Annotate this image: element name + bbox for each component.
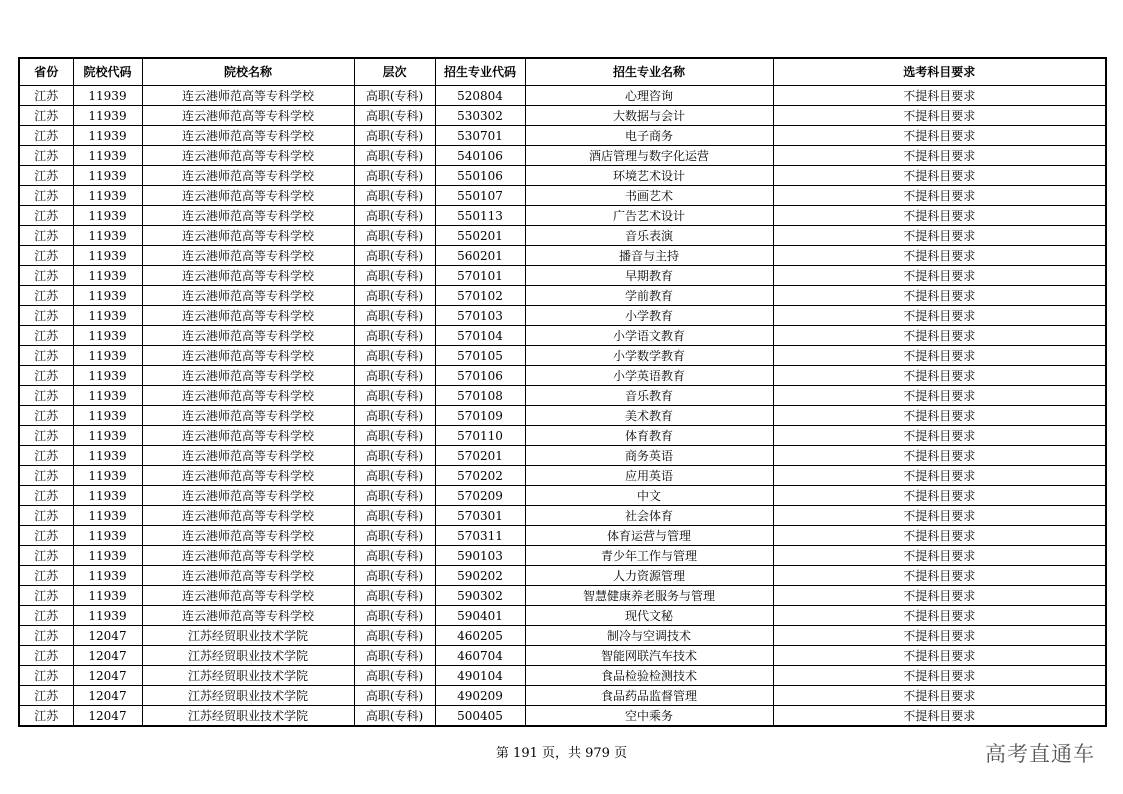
cell-major-code: 570209 (435, 486, 525, 506)
table-row (19, 86, 1106, 106)
cell-major-name: 社会体育 (525, 506, 773, 526)
cell-province: 江苏 (19, 106, 73, 126)
cell-level: 高职(专科) (354, 586, 435, 606)
cell-province: 江苏 (19, 306, 73, 326)
cell-school-code: 11939 (73, 286, 142, 306)
cell-school-code: 11939 (73, 106, 142, 126)
cell-school-code: 11939 (73, 186, 142, 206)
cell-major-code: 520804 (435, 86, 525, 106)
cell-school-name: 连云港师范高等专科学校 (142, 306, 354, 326)
cell-province: 江苏 (19, 606, 73, 626)
cell-school-name: 连云港师范高等专科学校 (142, 386, 354, 406)
cell-major-name: 美术教育 (525, 406, 773, 426)
cell-major-code: 570201 (435, 446, 525, 466)
header-level: 层次 (354, 58, 435, 86)
cell-school-code: 11939 (73, 486, 142, 506)
cell-level: 高职(专科) (354, 566, 435, 586)
table-row (19, 426, 1106, 446)
cell-school-code: 11939 (73, 346, 142, 366)
cell-school-code: 11939 (73, 146, 142, 166)
header-subject-requirement: 选考科目要求 (773, 58, 1106, 86)
cell-province: 江苏 (19, 526, 73, 546)
cell-major-name: 智能网联汽车技术 (525, 646, 773, 666)
table-row (19, 626, 1106, 646)
cell-subject-requirement: 不提科目要求 (773, 586, 1106, 606)
cell-school-code: 12047 (73, 666, 142, 686)
table-row (19, 666, 1106, 686)
cell-school-name: 连云港师范高等专科学校 (142, 466, 354, 486)
cell-school-name: 连云港师范高等专科学校 (142, 206, 354, 226)
cell-major-code: 550113 (435, 206, 525, 226)
table-row (19, 546, 1106, 566)
cell-level: 高职(专科) (354, 546, 435, 566)
cell-province: 江苏 (19, 186, 73, 206)
cell-major-name: 中文 (525, 486, 773, 506)
cell-school-name: 连云港师范高等专科学校 (142, 186, 354, 206)
cell-school-name: 连云港师范高等专科学校 (142, 246, 354, 266)
table-row (19, 166, 1106, 186)
cell-level: 高职(专科) (354, 606, 435, 626)
cell-school-code: 11939 (73, 606, 142, 626)
cell-province: 江苏 (19, 506, 73, 526)
cell-level: 高职(专科) (354, 186, 435, 206)
cell-school-name: 江苏经贸职业技术学院 (142, 646, 354, 666)
cell-level: 高职(专科) (354, 626, 435, 646)
cell-level: 高职(专科) (354, 86, 435, 106)
table-row (19, 226, 1106, 246)
cell-province: 江苏 (19, 226, 73, 246)
cell-major-name: 早期教育 (525, 266, 773, 286)
header-province: 省份 (19, 58, 73, 86)
cell-subject-requirement: 不提科目要求 (773, 166, 1106, 186)
table-row (19, 146, 1106, 166)
cell-major-name: 体育运营与管理 (525, 526, 773, 546)
table-row (19, 506, 1106, 526)
cell-province: 江苏 (19, 86, 73, 106)
cell-major-name: 食品检验检测技术 (525, 666, 773, 686)
cell-school-name: 连云港师范高等专科学校 (142, 366, 354, 386)
header-major-name: 招生专业名称 (525, 58, 773, 86)
cell-level: 高职(专科) (354, 386, 435, 406)
table-row (19, 306, 1106, 326)
cell-level: 高职(专科) (354, 446, 435, 466)
cell-school-name: 连云港师范高等专科学校 (142, 226, 354, 246)
cell-subject-requirement: 不提科目要求 (773, 246, 1106, 266)
header-school-name: 院校名称 (142, 58, 354, 86)
cell-province: 江苏 (19, 246, 73, 266)
cell-major-code: 560201 (435, 246, 525, 266)
cell-major-name: 学前教育 (525, 286, 773, 306)
cell-major-code: 570311 (435, 526, 525, 546)
cell-subject-requirement: 不提科目要求 (773, 266, 1106, 286)
cell-subject-requirement: 不提科目要求 (773, 446, 1106, 466)
cell-major-code: 570301 (435, 506, 525, 526)
cell-school-name: 连云港师范高等专科学校 (142, 106, 354, 126)
cell-school-code: 11939 (73, 126, 142, 146)
cell-level: 高职(专科) (354, 106, 435, 126)
cell-school-code: 11939 (73, 566, 142, 586)
cell-major-name: 体育教育 (525, 426, 773, 446)
cell-school-code: 11939 (73, 446, 142, 466)
cell-province: 江苏 (19, 626, 73, 646)
cell-level: 高职(专科) (354, 286, 435, 306)
table-row (19, 566, 1106, 586)
cell-major-code: 570103 (435, 306, 525, 326)
cell-level: 高职(专科) (354, 326, 435, 346)
cell-school-code: 11939 (73, 246, 142, 266)
table-row (19, 286, 1106, 306)
cell-level: 高职(专科) (354, 466, 435, 486)
cell-province: 江苏 (19, 386, 73, 406)
cell-major-code: 490209 (435, 686, 525, 706)
table-row (19, 386, 1106, 406)
table-row (19, 466, 1106, 486)
cell-school-name: 连云港师范高等专科学校 (142, 486, 354, 506)
cell-subject-requirement: 不提科目要求 (773, 666, 1106, 686)
cell-province: 江苏 (19, 686, 73, 706)
table-row (19, 326, 1106, 346)
cell-province: 江苏 (19, 706, 73, 727)
cell-school-code: 12047 (73, 626, 142, 646)
cell-subject-requirement: 不提科目要求 (773, 286, 1106, 306)
cell-level: 高职(专科) (354, 266, 435, 286)
table-row (19, 706, 1106, 727)
cell-school-name: 连云港师范高等专科学校 (142, 606, 354, 626)
table-row (19, 266, 1106, 286)
cell-major-name: 青少年工作与管理 (525, 546, 773, 566)
cell-subject-requirement: 不提科目要求 (773, 386, 1106, 406)
cell-major-name: 广告艺术设计 (525, 206, 773, 226)
cell-subject-requirement: 不提科目要求 (773, 646, 1106, 666)
cell-subject-requirement: 不提科目要求 (773, 506, 1106, 526)
cell-major-name: 小学数学教育 (525, 346, 773, 366)
cell-province: 江苏 (19, 486, 73, 506)
cell-province: 江苏 (19, 126, 73, 146)
cell-level: 高职(专科) (354, 366, 435, 386)
cell-major-code: 570104 (435, 326, 525, 346)
cell-major-code: 590202 (435, 566, 525, 586)
table-row (19, 406, 1106, 426)
table-row (19, 486, 1106, 506)
cell-province: 江苏 (19, 646, 73, 666)
cell-major-name: 人力资源管理 (525, 566, 773, 586)
page-number: 第 191 页，共 979 页 (495, 746, 628, 761)
cell-school-code: 11939 (73, 406, 142, 426)
cell-level: 高职(专科) (354, 666, 435, 686)
cell-subject-requirement: 不提科目要求 (773, 326, 1106, 346)
cell-subject-requirement: 不提科目要求 (773, 346, 1106, 366)
cell-major-code: 570109 (435, 406, 525, 426)
cell-level: 高职(专科) (354, 406, 435, 426)
cell-province: 江苏 (19, 446, 73, 466)
table-body (19, 86, 1106, 727)
cell-school-name: 连云港师范高等专科学校 (142, 166, 354, 186)
cell-major-code: 590401 (435, 606, 525, 626)
cell-school-name: 江苏经贸职业技术学院 (142, 666, 354, 686)
cell-province: 江苏 (19, 146, 73, 166)
cell-major-code: 570102 (435, 286, 525, 306)
cell-school-name: 江苏经贸职业技术学院 (142, 626, 354, 646)
cell-major-code: 500405 (435, 706, 525, 727)
cell-province: 江苏 (19, 366, 73, 386)
cell-school-code: 11939 (73, 266, 142, 286)
cell-major-name: 音乐教育 (525, 386, 773, 406)
cell-major-code: 460704 (435, 646, 525, 666)
cell-major-name: 心理咨询 (525, 86, 773, 106)
cell-subject-requirement: 不提科目要求 (773, 486, 1106, 506)
cell-major-name: 小学英语教育 (525, 366, 773, 386)
cell-school-name: 连云港师范高等专科学校 (142, 426, 354, 446)
cell-major-name: 商务英语 (525, 446, 773, 466)
cell-school-code: 11939 (73, 206, 142, 226)
cell-school-name: 连云港师范高等专科学校 (142, 326, 354, 346)
cell-school-code: 11939 (73, 546, 142, 566)
table-row (19, 526, 1106, 546)
cell-major-code: 460205 (435, 626, 525, 646)
table-row (19, 686, 1106, 706)
cell-subject-requirement: 不提科目要求 (773, 706, 1106, 727)
cell-school-code: 11939 (73, 586, 142, 606)
cell-subject-requirement: 不提科目要求 (773, 526, 1106, 546)
cell-level: 高职(专科) (354, 166, 435, 186)
table-row (19, 446, 1106, 466)
cell-subject-requirement: 不提科目要求 (773, 86, 1106, 106)
cell-school-name: 江苏经贸职业技术学院 (142, 706, 354, 727)
table-header-row (19, 58, 1106, 86)
cell-level: 高职(专科) (354, 246, 435, 266)
cell-major-name: 应用英语 (525, 466, 773, 486)
table-row (19, 186, 1106, 206)
cell-subject-requirement: 不提科目要求 (773, 186, 1106, 206)
cell-subject-requirement: 不提科目要求 (773, 546, 1106, 566)
cell-school-code: 11939 (73, 426, 142, 446)
cell-province: 江苏 (19, 466, 73, 486)
table-row (19, 126, 1106, 146)
cell-major-code: 550201 (435, 226, 525, 246)
cell-school-code: 11939 (73, 366, 142, 386)
cell-school-code: 12047 (73, 646, 142, 666)
cell-subject-requirement: 不提科目要求 (773, 626, 1106, 646)
cell-major-name: 电子商务 (525, 126, 773, 146)
cell-major-code: 530701 (435, 126, 525, 146)
cell-school-name: 连云港师范高等专科学校 (142, 126, 354, 146)
cell-school-name: 连云港师范高等专科学校 (142, 266, 354, 286)
cell-major-code: 540106 (435, 146, 525, 166)
cell-major-name: 小学教育 (525, 306, 773, 326)
header-school-code: 院校代码 (73, 58, 142, 86)
cell-province: 江苏 (19, 666, 73, 686)
table-row (19, 346, 1106, 366)
cell-subject-requirement: 不提科目要求 (773, 106, 1106, 126)
cell-major-name: 制冷与空调技术 (525, 626, 773, 646)
cell-level: 高职(专科) (354, 346, 435, 366)
cell-school-code: 11939 (73, 166, 142, 186)
cell-major-code: 550107 (435, 186, 525, 206)
cell-subject-requirement: 不提科目要求 (773, 426, 1106, 446)
cell-major-name: 环境艺术设计 (525, 166, 773, 186)
cell-major-code: 570202 (435, 466, 525, 486)
cell-school-name: 江苏经贸职业技术学院 (142, 686, 354, 706)
cell-school-code: 11939 (73, 466, 142, 486)
table-row (19, 606, 1106, 626)
header-major-code: 招生专业代码 (435, 58, 525, 86)
cell-school-code: 11939 (73, 226, 142, 246)
cell-major-code: 490104 (435, 666, 525, 686)
cell-major-code: 590103 (435, 546, 525, 566)
cell-school-name: 连云港师范高等专科学校 (142, 566, 354, 586)
cell-school-name: 连云港师范高等专科学校 (142, 526, 354, 546)
cell-province: 江苏 (19, 426, 73, 446)
cell-school-name: 连云港师范高等专科学校 (142, 86, 354, 106)
table-row (19, 586, 1106, 606)
cell-major-name: 大数据与会计 (525, 106, 773, 126)
table-row (19, 646, 1106, 666)
cell-level: 高职(专科) (354, 206, 435, 226)
cell-level: 高职(专科) (354, 706, 435, 727)
cell-province: 江苏 (19, 566, 73, 586)
cell-level: 高职(专科) (354, 126, 435, 146)
cell-school-name: 连云港师范高等专科学校 (142, 406, 354, 426)
cell-major-name: 播音与主持 (525, 246, 773, 266)
cell-major-name: 现代文秘 (525, 606, 773, 626)
cell-subject-requirement: 不提科目要求 (773, 146, 1106, 166)
cell-subject-requirement: 不提科目要求 (773, 206, 1106, 226)
table-row (19, 366, 1106, 386)
cell-school-name: 连云港师范高等专科学校 (142, 346, 354, 366)
cell-level: 高职(专科) (354, 506, 435, 526)
cell-major-name: 酒店管理与数字化运营 (525, 146, 773, 166)
cell-subject-requirement: 不提科目要求 (773, 366, 1106, 386)
admission-table (18, 57, 1107, 727)
cell-school-code: 11939 (73, 386, 142, 406)
cell-school-code: 12047 (73, 706, 142, 727)
cell-school-code: 12047 (73, 686, 142, 706)
cell-level: 高职(专科) (354, 486, 435, 506)
cell-subject-requirement: 不提科目要求 (773, 686, 1106, 706)
cell-province: 江苏 (19, 546, 73, 566)
cell-subject-requirement: 不提科目要求 (773, 466, 1106, 486)
cell-major-code: 570108 (435, 386, 525, 406)
cell-major-code: 570110 (435, 426, 525, 446)
cell-major-name: 小学语文教育 (525, 326, 773, 346)
cell-major-name: 书画艺术 (525, 186, 773, 206)
cell-subject-requirement: 不提科目要求 (773, 566, 1106, 586)
cell-school-name: 连云港师范高等专科学校 (142, 446, 354, 466)
cell-province: 江苏 (19, 166, 73, 186)
cell-province: 江苏 (19, 406, 73, 426)
cell-major-code: 550106 (435, 166, 525, 186)
cell-province: 江苏 (19, 346, 73, 366)
cell-school-name: 连云港师范高等专科学校 (142, 286, 354, 306)
cell-level: 高职(专科) (354, 426, 435, 446)
cell-major-name: 音乐表演 (525, 226, 773, 246)
cell-major-code: 590302 (435, 586, 525, 606)
cell-subject-requirement: 不提科目要求 (773, 226, 1106, 246)
cell-province: 江苏 (19, 266, 73, 286)
cell-school-name: 连云港师范高等专科学校 (142, 146, 354, 166)
cell-province: 江苏 (19, 326, 73, 346)
cell-subject-requirement: 不提科目要求 (773, 406, 1106, 426)
cell-level: 高职(专科) (354, 306, 435, 326)
cell-province: 江苏 (19, 206, 73, 226)
cell-major-code: 570105 (435, 346, 525, 366)
cell-school-code: 11939 (73, 526, 142, 546)
table-row (19, 106, 1106, 126)
cell-major-code: 530302 (435, 106, 525, 126)
cell-school-code: 11939 (73, 86, 142, 106)
admission-table-container (18, 57, 1105, 727)
cell-province: 江苏 (19, 286, 73, 306)
cell-school-name: 连云港师范高等专科学校 (142, 546, 354, 566)
cell-major-code: 570101 (435, 266, 525, 286)
watermark-logo: 高考直通车 (985, 742, 1095, 766)
cell-school-code: 11939 (73, 306, 142, 326)
cell-school-code: 11939 (73, 506, 142, 526)
cell-school-name: 连云港师范高等专科学校 (142, 586, 354, 606)
cell-level: 高职(专科) (354, 686, 435, 706)
cell-subject-requirement: 不提科目要求 (773, 306, 1106, 326)
cell-major-code: 570106 (435, 366, 525, 386)
cell-major-name: 食品药品监督管理 (525, 686, 773, 706)
cell-level: 高职(专科) (354, 526, 435, 546)
cell-subject-requirement: 不提科目要求 (773, 606, 1106, 626)
cell-level: 高职(专科) (354, 146, 435, 166)
cell-major-name: 空中乘务 (525, 706, 773, 727)
cell-major-name: 智慧健康养老服务与管理 (525, 586, 773, 606)
table-row (19, 206, 1106, 226)
cell-province: 江苏 (19, 586, 73, 606)
cell-level: 高职(专科) (354, 226, 435, 246)
table-row (19, 246, 1106, 266)
cell-level: 高职(专科) (354, 646, 435, 666)
cell-school-name: 连云港师范高等专科学校 (142, 506, 354, 526)
cell-school-code: 11939 (73, 326, 142, 346)
cell-subject-requirement: 不提科目要求 (773, 126, 1106, 146)
